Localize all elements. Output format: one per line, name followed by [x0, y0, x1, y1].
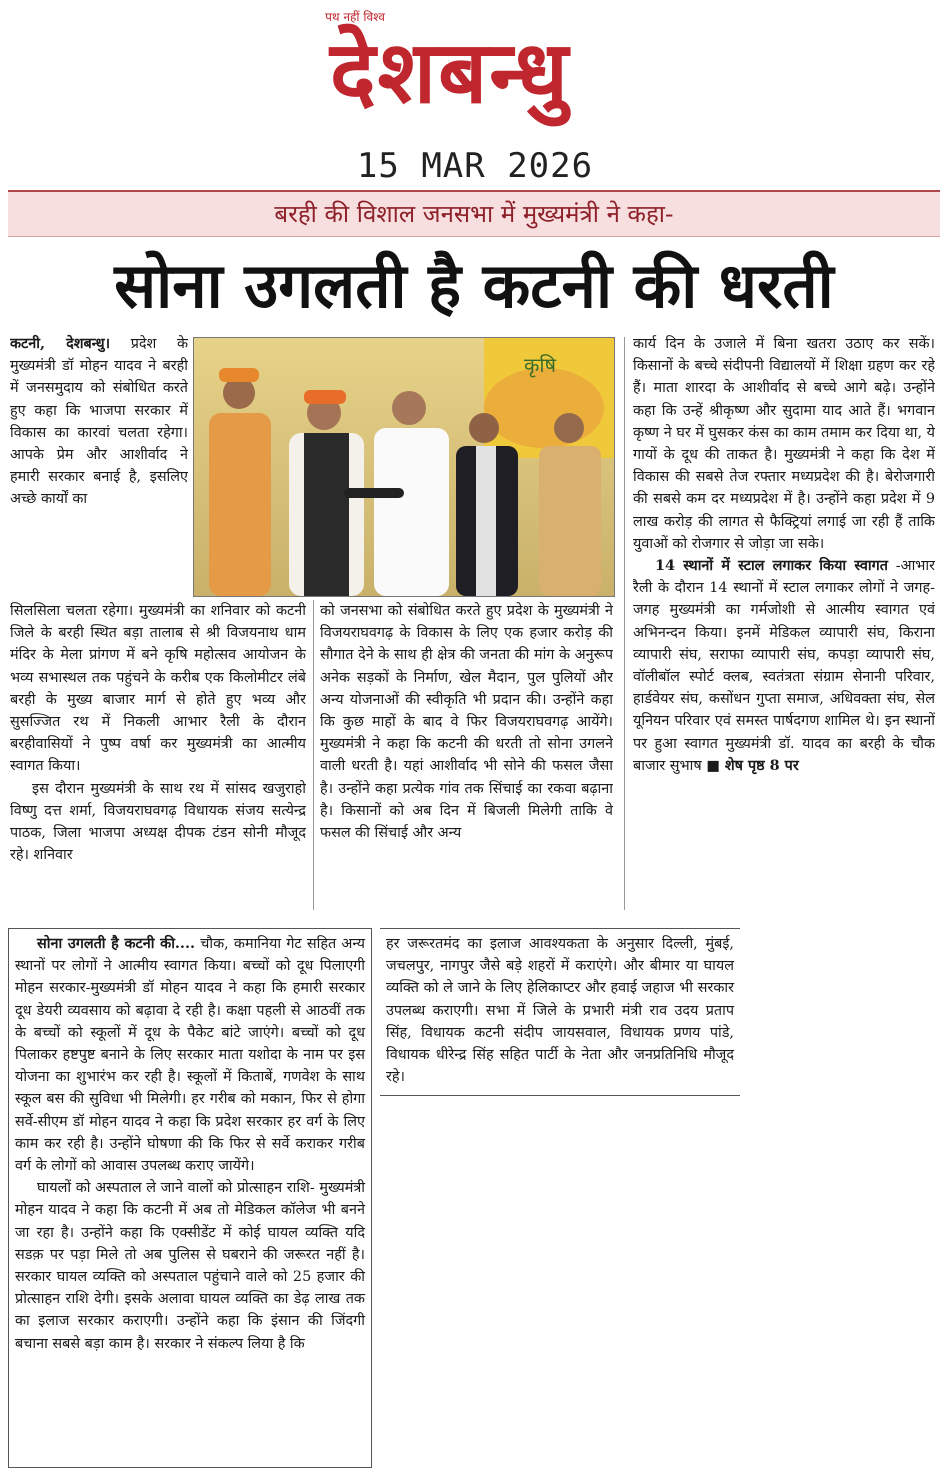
newspaper-logo: देशबन्धु: [330, 23, 570, 123]
column-1-bottom: [10, 600, 306, 912]
event-photo: [193, 337, 615, 597]
dateline: कटनी, देशबन्धु।: [10, 335, 111, 352]
column-divider: [624, 337, 625, 910]
continued-on-page-8: ■ शेष पृष्ठ 8 पर: [706, 756, 799, 774]
continuation-paragraph: हर जरूरतमंद का इलाज आवश्यकता के अनुसार दिल्ली, मुंबई, जचलपुर, नागपुर जैसे बड़े शहरों में कराएंगे। और बीमार या घायल व्यक्ति को ले जाने के लिए हेलिकाप्टर और हवाई जहाज भी सरकार उपलब्ध कराएगी। सभा में जिले के प्रभारी मंत्री राव उदय प्रताप सिंह, विधायक कटनी संदीप जायसवाल, विधायक प्रणय पांडे, विधायक धीरेन्द्र सिंह सहित पार्टी के नेता और जनप्रतिनिधि मौजूद रहे।: [386, 936, 734, 1086]
event-photo-illustration: [194, 338, 614, 596]
column-3-paragraph-text: -आभार रैली के दौरान 14 स्थानों में स्टाल लगाकर लोगों ने जगह-जगह मुख्यमंत्री का गर्मजोशी से आत्मीय स्वागत एवं अभिनन्दन किया। इनमें मेडिकल व्यापारी संघ, किराना व्यापारी संघ, सराफा व्यापारी संघ, कपड़ा व्यापारी संघ, वॉलीबॉल स्पोर्ट क्लब, स्वतंत्रता संग्राम सेनानी परिवार, हार्डवेयर संघ, कसोंधन गुप्ता समाज, अधिवक्ता संघ, सेल यूनियन परिवार एवं समस्त पार्षदगण शामिल थे। इन स्थानों पर हुआ स्वागत मुख्यमंत्री डॉ. यादव का बरही के चौक बाजार सुभाष: [633, 558, 935, 774]
continuation-right: [380, 928, 740, 1096]
continuation-paragraph-text: चौक, कमानिया गेट सहित अन्य स्थानों पर लोगों ने आत्मीय स्वागत किया। बच्चों को दूध पिलाएगी मोहन सरकार-मुख्यमंत्री डॉ मोहन यादव ने कहा कि हमारी सरकार दूध डेयरी व्यवसाय को बढ़ावा दे रही है। कक्षा पहली से आठवीं तक के बच्चों को स्कूलों में दूध के पैकेट बांटे जाएंगे। बच्चों को दूध पिलाकर हष्टपुष्ट बनाने के लिए सरकार माता यशोदा के नाम पर इस योजना का शुभारंभ कर रही है। स्कूलों में किताबें, गणवेश के साथ स्कूल बस की सुविधा भी मिलेगी। हर गरीब को मकान, फिर से होगा सर्वे-सीएम डॉ मोहन यादव ने कहा कि प्रदेश सरकार हर वर्ग के लिए काम कर रही है। उन्होंने घोषणा की कि फिर से सर्वे कराकर गरीब वर्ग के लोगों को आवास उपलब्ध कराए जायेंगे।: [15, 936, 366, 1175]
column-1-top-text: प्रदेश के मुख्यमंत्री डॉ मोहन यादव ने बरही में जनसमुदाय को संबोधित करते हुए कहा कि भाजपा सरकार में विकास का कारवां चलता रहेगा। आपके प्रेम और आशीर्वाद ने हमारी सरकार बनाई है, इसलिए अच्छे कार्यों का: [10, 336, 188, 508]
column-1-paragraph: सिलसिला चलता रहेगा। मुख्यमंत्री का शनिवार को कटनी जिले के बरही स्थित बड़ा तालाब से श्री विजयनाथ धाम मंदिर के मेला प्रांगण में बने कृषि महोत्सव आयोजन के भव्य सभास्थल तक पहुंचने के करीब एक किलोमीटर लंबे बरही के मुख्य बाजार मार्ग से होते हुए भव्य और सुसज्जित रथ में निकली आभार रैली के दौरान बरहीवासियों ने पुष्प वर्षा कर मुख्यमंत्री का आत्मीय स्वागत किया।: [10, 603, 306, 775]
continuation-left: [8, 928, 372, 1468]
masthead-tagline: पथ नहीं विश्व: [325, 10, 385, 24]
publication-date: 15 MAR 2026: [356, 146, 594, 186]
kicker-banner: बरही की विशाल जनसभा में मुख्यमंत्री ने कहा-: [8, 190, 940, 237]
continuation-paragraph: घायलों को अस्पताल ले जाने वालों को प्रोत्साहन राशि- मुख्यमंत्री मोहन यादव ने कहा कि कटनी में अब तो मेडिकल कॉलेज भी बनने जा रहा है। उन्होंने कहा कि एक्सीडेंट में कोई घायल व्यक्ति यदि सडक़ पर पड़ा मिले तो अब पुलिस से घबराने की जरूरत नहीं है। सरकार घायल व्यक्ति को अस्पताल पहुंचाने वाले को 25 हजार की प्रोत्साहन राशि देगी। इसके अलावा घायल व्यक्ति का डेढ़ लाख तक का इलाज सरकार कराएगी। उन्होंने कहा कि इंसान की जिंदगी बचाना सबसे बड़ा काम है। सरकार ने संकल्प लिया है कि: [15, 1180, 365, 1352]
column-1-paragraph: इस दौरान मुख्यमंत्री के साथ रथ में सांसद खजुराहो विष्णु दत्त शर्मा, विजयराघवगढ़ विधायक संजय सत्येन्द्र पाठक, जिला भाजपा अध्यक्ष दीपक टंडन सोनी मौजूद रहे। शनिवार: [10, 780, 306, 864]
headline: सोना उगलती है कटनी की धरती: [114, 249, 834, 322]
column-1-top: [10, 333, 188, 597]
column-divider: [313, 600, 314, 910]
continuation-lead: सोना उगलती है कटनी की....: [37, 935, 195, 952]
column-3: [633, 333, 935, 913]
column-3-paragraph: कार्य दिन के उजाले में बिना खतरा उठाए कर सकें। किसानों के बच्चे संदीपनी विद्यालयों में शिक्षा ग्रहण कर रहे हैं। माता शारदा के आशीर्वाद से बच्चे आगे बढ़े। उन्होंने कहा कि उन्हें श्रीकृष्ण और सुदामा याद आते हैं। भगवान कृष्ण ने घर में घुसकर कंस का काम तमाम कर दिया था, ये गायों के दूध की ताकत है। मुख्यमंत्री ने कहा कि देश में विकास की सबसे तेज रफ्तार मध्यप्रदेश की है। बेरोजगारी की सबसे कम दर मध्यप्रदेश में है। उन्होंने कहा प्रदेश में 9 लाख करोड़ की लागत से फैक्ट्रियां लगाई जा रही हैं ताकि युवाओं को रोजगार से जोड़ा जा सके।: [633, 336, 935, 552]
banner-text: कृषि: [524, 353, 557, 377]
column-2: [320, 600, 613, 912]
column-3-subhead: 14 स्थानों में स्टाल लगाकर किया स्वागत: [655, 557, 888, 575]
column-2-paragraph: को जनसभा को संबोधित करते हुए प्रदेश के मुख्यमंत्री ने विजयराघवगढ़ के विकास के लिए एक हजार करोड़ की सौगात देने के साथ ही क्षेत्र की जनता की मांग के अनुरूप अनेक सड़कों के निर्माण, खेल मैदान, पुल पुलियों और अन्य योजनाओं की स्वीकृति भी प्रदान की। उन्होंने कहा कि कुछ माहों के बाद वे फिर विजयराघवगढ़ आयेंगे। मुख्यमंत्री ने कहा कि कटनी की धरती तो सोना उगलने वाली धरती है। यहां आशीर्वाद भी सोने की फसल जैसा है। उन्होंने कहा प्रत्येक गांव तक सिंचाई का रकवा बढ़ाना है। किसानों को अब दिन में बिजली मिलेगी ताकि वे फसल की सिंचाई और अन्य: [320, 603, 613, 842]
